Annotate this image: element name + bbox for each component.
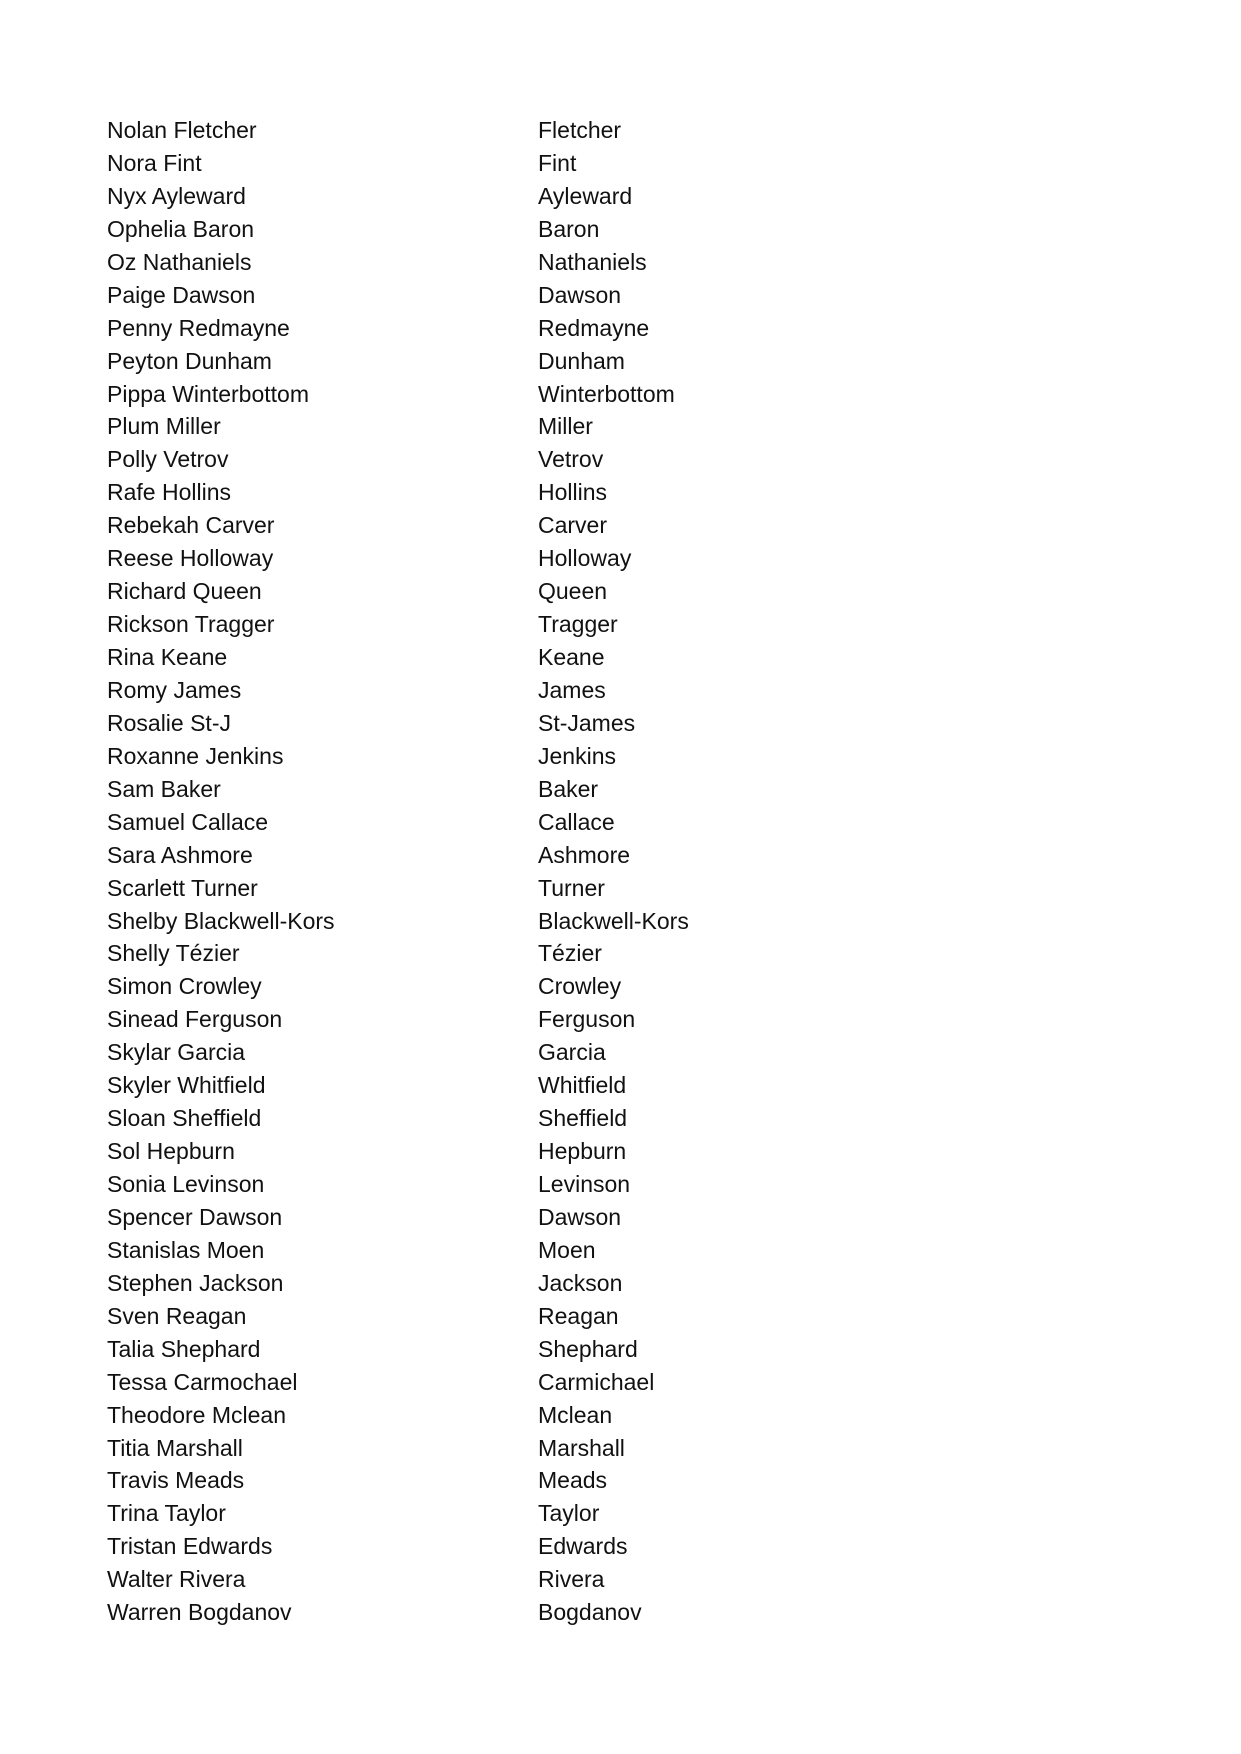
table-row xyxy=(107,1563,807,1596)
full-name-cell: Sven Reagan xyxy=(107,1302,247,1329)
surname-cell: Vetrov xyxy=(538,446,604,473)
surname-cell: Blackwell-Kors xyxy=(538,907,689,934)
full-name-cell: Rickson Tragger xyxy=(107,611,275,638)
table-row xyxy=(107,1530,807,1563)
surname-cell: Baker xyxy=(538,775,599,802)
table-row xyxy=(107,872,807,905)
surname-cell: Ayleward xyxy=(538,182,633,209)
full-name-cell: Walter Rivera xyxy=(107,1566,246,1593)
table-row xyxy=(107,1366,807,1399)
table-row xyxy=(107,312,807,345)
table-row xyxy=(107,905,807,938)
surname-cell: Miller xyxy=(538,413,593,440)
surname-cell: Jackson xyxy=(538,1269,623,1296)
full-name-cell: Rebekah Carver xyxy=(107,512,275,539)
full-name-cell: Romy James xyxy=(107,676,242,703)
full-name-cell: Rosalie St-J xyxy=(107,709,231,736)
surname-cell: St-James xyxy=(538,709,636,736)
full-name-cell: Shelly Tézier xyxy=(107,940,240,967)
full-name-cell: Plum Miller xyxy=(107,413,221,440)
surname-cell: Mclean xyxy=(538,1401,613,1428)
surname-cell: Tézier xyxy=(538,940,602,967)
surname-cell: Holloway xyxy=(538,545,632,572)
surname-cell: Levinson xyxy=(538,1171,631,1197)
surname-cell: Reagan xyxy=(538,1302,619,1329)
table-row xyxy=(107,378,807,411)
full-name-cell: Nora Fint xyxy=(107,149,202,176)
table-row xyxy=(107,1234,807,1267)
table-row xyxy=(107,641,807,674)
full-name-cell: Trina Taylor xyxy=(107,1500,226,1527)
surname-cell: Garcia xyxy=(538,1039,606,1066)
table-row xyxy=(107,608,807,641)
surname-cell: Baron xyxy=(538,215,600,242)
full-name-cell: Nyx Ayleward xyxy=(107,182,246,209)
table-row xyxy=(107,1300,807,1333)
surname-cell: Fint xyxy=(538,149,577,176)
full-name-cell: Travis Meads xyxy=(107,1467,245,1494)
table-row xyxy=(107,1003,807,1036)
full-name-cell: Peyton Dunham xyxy=(107,347,272,374)
surname-cell: Queen xyxy=(538,578,608,605)
full-name-cell: Reese Holloway xyxy=(107,545,274,572)
table-row xyxy=(107,1464,807,1497)
surname-cell: Hepburn xyxy=(538,1138,627,1165)
full-name-cell: Sinead Ferguson xyxy=(107,1006,283,1033)
table-row xyxy=(107,279,807,312)
surname-cell: Carver xyxy=(538,512,608,539)
full-name-cell: Tessa Carmochael xyxy=(107,1368,298,1395)
surname-cell: James xyxy=(538,676,606,703)
full-name-cell: Oz Nathaniels xyxy=(107,248,252,275)
surname-cell: Redmayne xyxy=(538,314,650,341)
full-name-cell: Nolan Fletcher xyxy=(107,117,257,143)
full-name-cell: Titia Marshall xyxy=(107,1434,243,1461)
full-name-cell: Scarlett Turner xyxy=(107,874,258,901)
surname-cell: Keane xyxy=(538,644,605,670)
surname-cell: Tragger xyxy=(538,611,618,638)
full-name-cell: Sol Hepburn xyxy=(107,1138,235,1165)
full-name-cell: Skyler Whitfield xyxy=(107,1072,266,1099)
table-row xyxy=(107,542,807,575)
table-row xyxy=(107,1399,807,1432)
surname-cell: Ferguson xyxy=(538,1006,636,1033)
full-name-cell: Skylar Garcia xyxy=(107,1039,246,1066)
surname-cell: Carmichael xyxy=(538,1368,655,1395)
surname-cell: Marshall xyxy=(538,1434,625,1461)
table-row xyxy=(107,1135,807,1168)
table-row xyxy=(107,1497,807,1530)
full-name-cell: Samuel Callace xyxy=(107,808,269,835)
surname-cell: Callace xyxy=(538,808,615,835)
full-name-cell: Spencer Dawson xyxy=(107,1203,283,1230)
full-name-cell: Polly Vetrov xyxy=(107,446,229,473)
full-name-cell: Theodore Mclean xyxy=(107,1401,286,1428)
surname-cell: Whitfield xyxy=(538,1072,627,1099)
table-row xyxy=(107,1102,807,1135)
full-name-cell: Penny Redmayne xyxy=(107,314,290,341)
surname-cell: Edwards xyxy=(538,1533,628,1560)
table-row xyxy=(107,1069,807,1102)
full-name-cell: Simon Crowley xyxy=(107,973,262,1000)
surname-cell: Winterbottom xyxy=(538,380,675,407)
table-row xyxy=(107,476,807,509)
full-name-cell: Sam Baker xyxy=(107,775,221,802)
surname-cell: Shephard xyxy=(538,1335,638,1362)
surname-cell: Bogdanov xyxy=(538,1599,642,1626)
surname-cell: Crowley xyxy=(538,973,622,1000)
surname-cell: Moen xyxy=(538,1236,596,1263)
surname-cell: Dawson xyxy=(538,1203,622,1230)
table-row xyxy=(107,806,807,839)
full-name-cell: Tristan Edwards xyxy=(107,1533,273,1560)
table-row xyxy=(107,674,807,707)
table-row xyxy=(107,970,807,1003)
full-name-cell: Sloan Sheffield xyxy=(107,1105,262,1132)
table-row xyxy=(107,147,807,180)
table-row xyxy=(107,180,807,213)
full-name-cell: Ophelia Baron xyxy=(107,215,255,242)
table-row xyxy=(107,114,807,147)
table-row xyxy=(107,345,807,378)
table-row xyxy=(107,509,807,542)
full-name-cell: Pippa Winterbottom xyxy=(107,380,309,407)
surname-cell: Sheffield xyxy=(538,1105,628,1132)
table-row xyxy=(107,410,807,443)
surname-cell: Nathaniels xyxy=(538,248,647,275)
surname-cell: Rivera xyxy=(538,1566,605,1593)
full-name-cell: Shelby Blackwell-Kors xyxy=(107,907,335,934)
table-row xyxy=(107,773,807,806)
full-name-cell: Paige Dawson xyxy=(107,281,256,308)
table-row xyxy=(107,707,807,740)
table-row xyxy=(107,1201,807,1234)
table-row xyxy=(107,1168,807,1201)
full-name-cell: Warren Bogdanov xyxy=(107,1599,292,1626)
table-row xyxy=(107,1267,807,1300)
table-row xyxy=(107,740,807,773)
surname-cell: Ashmore xyxy=(538,841,631,868)
full-name-cell: Stephen Jackson xyxy=(107,1269,284,1296)
full-name-cell: Talia Shephard xyxy=(107,1335,261,1362)
table-row xyxy=(107,443,807,476)
full-name-cell: Rina Keane xyxy=(107,644,228,670)
surname-cell: Hollins xyxy=(538,479,608,506)
table-row xyxy=(107,1333,807,1366)
table-row xyxy=(107,1596,807,1629)
surname-cell: Dawson xyxy=(538,281,622,308)
table-row xyxy=(107,1432,807,1465)
full-name-cell: Rafe Hollins xyxy=(107,479,231,506)
full-name-cell: Sara Ashmore xyxy=(107,841,253,868)
table-row xyxy=(107,937,807,970)
full-name-cell: Richard Queen xyxy=(107,578,262,605)
surname-cell: Jenkins xyxy=(538,742,616,769)
full-name-cell: Sonia Levinson xyxy=(107,1171,265,1197)
name-table xyxy=(107,114,807,1629)
table-row xyxy=(107,1036,807,1069)
table-row xyxy=(107,575,807,608)
full-name-cell: Stanislas Moen xyxy=(107,1236,265,1263)
surname-cell: Taylor xyxy=(538,1500,600,1527)
surname-cell: Turner xyxy=(538,874,605,901)
full-name-cell: Roxanne Jenkins xyxy=(107,742,284,769)
surname-cell: Meads xyxy=(538,1467,608,1494)
table-row xyxy=(107,839,807,872)
table-row xyxy=(107,213,807,246)
table-row xyxy=(107,246,807,279)
surname-cell: Fletcher xyxy=(538,117,622,143)
surname-cell: Dunham xyxy=(538,347,625,374)
